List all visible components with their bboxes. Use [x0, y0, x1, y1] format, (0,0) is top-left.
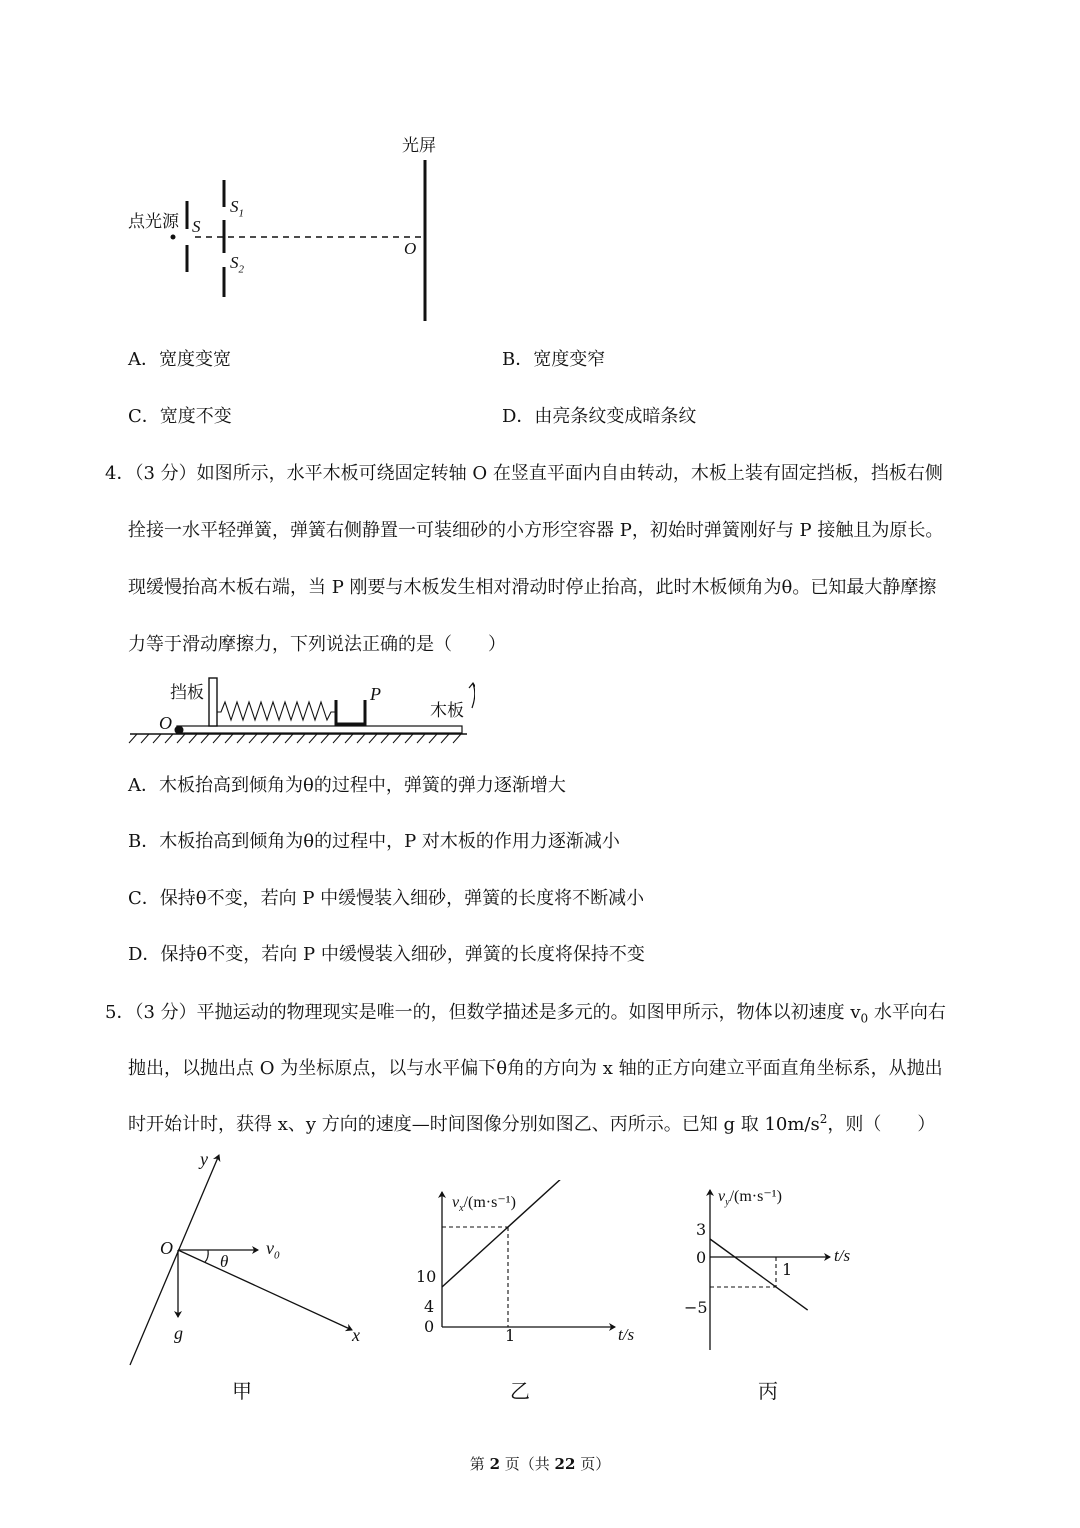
- yi-y-axis-label: $v_x/(m\cdot s^{-1})$: [452, 1194, 516, 1215]
- page-footer: 第 2 页（共 22 页）: [469, 1455, 611, 1473]
- board-label: 木板: [430, 701, 464, 721]
- q4-spring-board-figure: [125, 668, 475, 748]
- q4-option-d: D．保持θ不变，若向 P 中缓慢装入细砂，弹簧的长度将保持不变: [128, 944, 645, 965]
- wooden-board: [177, 726, 462, 733]
- fig-yi: [410, 1180, 660, 1405]
- yi-tick-x-1: 1: [505, 1326, 516, 1345]
- screen-label: 光屏: [402, 136, 436, 156]
- yi-tick-4: 4: [424, 1297, 435, 1316]
- theta-arc: [205, 1250, 208, 1262]
- jia-o-label: O: [160, 1238, 173, 1258]
- jia-caption: 甲: [232, 1379, 252, 1403]
- q4-option-b: B．木板抬高到倾角为θ的过程中，P 对木板的作用力逐渐减小: [128, 831, 620, 852]
- bing-tick-minus-5: −5: [684, 1298, 708, 1317]
- jia-y-label: y: [200, 1149, 208, 1169]
- q5-stem-line-2: 抛出，以抛出点 O 为坐标原点，以与水平偏下θ角的方向为 x 轴的正方向建立平面直角坐标系，从抛出: [128, 1058, 943, 1079]
- yi-tick-10: 10: [416, 1267, 437, 1286]
- slit-s-label: S: [192, 217, 201, 236]
- bing-tick-3: 3: [696, 1220, 707, 1239]
- spring: [217, 702, 335, 720]
- rotation-arrow: [472, 684, 475, 708]
- q4-option-c: C．保持θ不变，若向 P 中缓慢装入细砂，弹簧的长度将不断减小: [128, 888, 645, 909]
- screen-center-o-label: O: [404, 239, 417, 258]
- bing-x-axis-label: t/s: [834, 1246, 851, 1265]
- bing-caption: 丙: [758, 1379, 778, 1403]
- slit-s2-label: $S_2$: [230, 253, 244, 276]
- slit-s1-label: $S_1$: [230, 197, 244, 220]
- page-total: 22: [554, 1455, 576, 1473]
- fig-jia-diagram: [120, 1145, 380, 1375]
- x-axis: [178, 1250, 352, 1330]
- yi-tick-0: 0: [424, 1317, 435, 1336]
- q3-option-d: D．由亮条纹变成暗条纹: [502, 406, 697, 427]
- bing-tick-0: 0: [696, 1248, 707, 1267]
- jia-v0-label: $v_0$: [266, 1238, 280, 1262]
- container-p-label: P: [370, 684, 381, 704]
- pivot-o-label: O: [159, 713, 172, 733]
- yi-x-axis-label: t/s: [618, 1325, 635, 1344]
- q3-option-a: A．宽度变宽: [128, 349, 231, 370]
- point-source-dot: [171, 235, 176, 240]
- q3-option-c: C．宽度不变: [128, 406, 232, 427]
- baffle: [209, 678, 217, 726]
- q4-option-a: A．木板抬高到倾角为θ的过程中，弹簧的弹力逐渐增大: [128, 775, 566, 796]
- q4-stem-line-2: 拴接一水平轻弹簧，弹簧右侧静置一可装细砂的小方形空容器 P，初始时弹簧刚好与 P 接触且为原长。: [128, 520, 944, 541]
- jia-theta-label: θ: [220, 1252, 229, 1271]
- fig-bing: [680, 1180, 880, 1405]
- q4-stem-line-3: 现缓慢抬高木板右端，当 P 刚要与木板发生相对滑动时停止抬高，此时木板倾角为θ。已知最大静摩擦: [128, 577, 937, 598]
- fig-jia: [120, 1145, 380, 1405]
- bing-vy-line: [710, 1239, 808, 1310]
- q5-stem-line-3: 时开始计时，获得 x、y 方向的速度—时间图像分别如图乙、丙所示。已知 g 取 $10m/s^2$，则（ ）: [128, 1112, 936, 1135]
- ground-hatching: [129, 734, 461, 743]
- yi-caption: 乙: [510, 1379, 530, 1403]
- baffle-label: 挡板: [170, 683, 204, 703]
- page-number: 2: [489, 1455, 500, 1473]
- q3-double-slit-figure: [120, 125, 450, 325]
- q4-stem-line-1: 4．（3 分）如图所示，水平木板可绕固定转轴 O 在竖直平面内自由转动，木板上装有固定挡板，挡板右侧: [105, 463, 943, 484]
- point-source-label: 点光源: [128, 212, 179, 232]
- q5-stem-line-1: 5．（3 分）平抛运动的物理现实是唯一的，但数学描述是多元的。如图甲所示，物体以初速度 $v_0$ 水平向右: [105, 1002, 946, 1026]
- bing-tick-x-1: 1: [782, 1260, 793, 1279]
- pivot-o: [175, 726, 184, 735]
- q4-stem-line-4: 力等于滑动摩擦力，下列说法正确的是（ ）: [128, 634, 506, 655]
- jia-x-label: x: [352, 1325, 360, 1345]
- q3-option-b: B．宽度变窄: [502, 349, 606, 370]
- jia-g-label: g: [174, 1323, 183, 1343]
- container-p: [336, 700, 365, 724]
- bing-y-axis-label: $v_y/(m\cdot s^{-1})$: [718, 1188, 782, 1209]
